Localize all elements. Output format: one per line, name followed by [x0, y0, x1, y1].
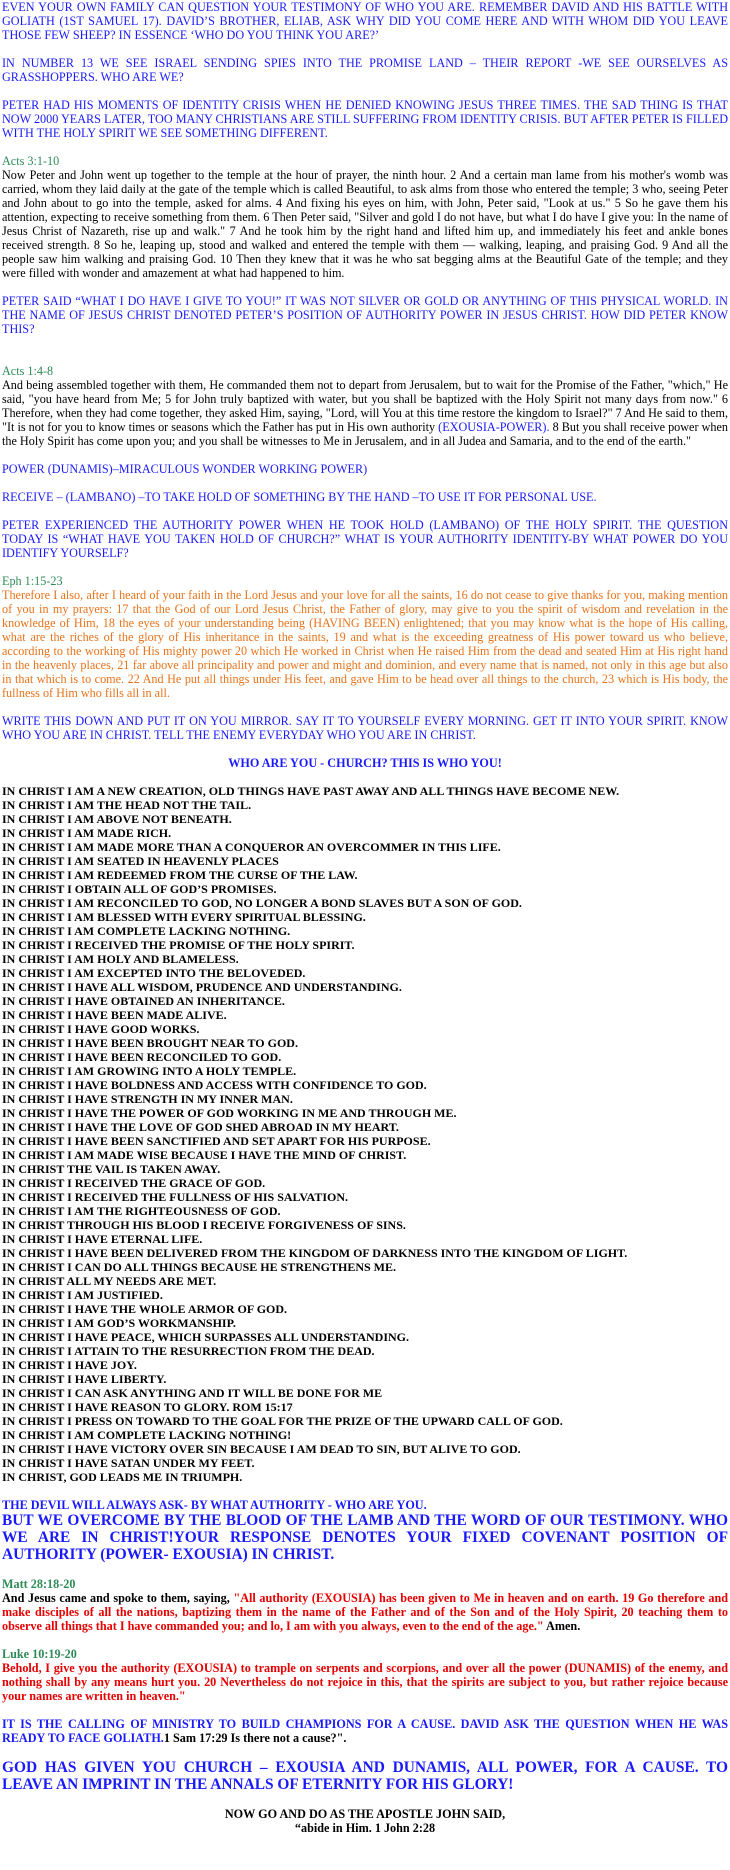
identity-list-item: IN CHRIST I HAVE OBTAINED AN INHERITANCE. [2, 994, 285, 1008]
identity-list [2, 784, 728, 1484]
scripture-ref-matt: Matt 28:18-20 [2, 1577, 76, 1591]
acts1-text-b: 8 But you shall receive power when the Holy Spirit has come upon you; and you shall be witnesses to Me in Jerusalem, and in all Judea and Samaria, and to the end of the earth." [2, 420, 728, 448]
matt-intro: And Jesus came and spoke to them, saying, [2, 1591, 234, 1605]
identity-list-item: IN CHRIST I AM RECONCILED TO GOD, NO LONGER A BOND SLAVES BUT A SON OF GOD. [2, 896, 522, 910]
identity-list-item: IN CHRIST I AM MADE MORE THAN A CONQUEROR AN OVERCOMMER IN THIS LIFE. [2, 840, 501, 854]
identity-list-item: IN CHRIST I AM EXCEPTED INTO THE BELOVEDED. [2, 966, 306, 980]
scripture-ref-acts3: Acts 3:1-10 [2, 154, 60, 168]
identity-list-item: IN CHRIST I HAVE THE POWER OF GOD WORKING IN ME AND THROUGH ME. [2, 1106, 457, 1120]
identity-list-item: IN CHRIST I RECEIVED THE PROMISE OF THE HOLY SPIRIT. [2, 938, 355, 952]
identity-list-item: IN CHRIST I AM A NEW CREATION, OLD THINGS HAVE PAST AWAY AND ALL THINGS HAVE BECOME NEW. [2, 784, 620, 798]
acts1-text-a: And being assembled together with them, He commanded them not to depart from Jerusalem, but to wait for the Promise of the Father, "which," He said, "you have heard from Me; 5 for John truly baptized with water, but you shall be baptized with the Holy Spirit not many days from now." 6 Therefore, when they had come together, they asked Him, saying, "Lord, will You at this time restore the kingdom to Israel?" 7 And He said to them, "It is not for you to know times or seasons which the Father has put in His own authority [2, 378, 728, 434]
scripture-text-acts1 [2, 378, 728, 448]
closing-line-2: “abide in Him. 1 John 2:28 [294, 1821, 436, 1835]
scripture-ref-luke: Luke 10:19-20 [2, 1647, 77, 1661]
identity-list-item: IN CHRIST I HAVE BEEN SANCTIFIED AND SET APART FOR HIS PURPOSE. [2, 1134, 431, 1148]
identity-list-item: IN CHRIST I RECEIVED THE GRACE OF GOD. [2, 1176, 266, 1190]
closing-line-1: NOW GO AND DO AS THE APOSTLE JOHN SAID, [224, 1807, 506, 1821]
paragraph-overcome: BUT WE OVERCOME BY THE BLOOD OF THE LAMB AND THE WORD OF OUR TESTIMONY. WHO WE ARE IN CHRIST!YOUR RESPONSE DENOTES YOUR FIXED COVENANT POSITION OF AUTHORITY (POWER- EXOUSIA) IN CHRIST. [2, 1512, 728, 1563]
identity-list-item: IN CHRIST I AM HOLY AND BLAMELESS. [2, 952, 239, 966]
identity-list-item: IN CHRIST I HAVE BEEN DELIVERED FROM THE KINGDOM OF DARKNESS INTO THE KINGDOM OF LIGHT. [2, 1246, 628, 1260]
identity-list-item: IN CHRIST I HAVE VICTORY OVER SIN BECAUSE I AM DEAD TO SIN, BUT ALIVE TO GOD. [2, 1442, 521, 1456]
identity-list-item: IN CHRIST I HAVE BEEN BROUGHT NEAR TO GOD. [2, 1036, 298, 1050]
identity-list-item: IN CHRIST I HAVE ALL WISDOM, PRUDENCE AND UNDERSTANDING. [2, 980, 402, 994]
paragraph-peter-said: PETER SAID “WHAT I DO HAVE I GIVE TO YOU!” IT WAS NOT SILVER OR GOLD OR ANYTHING OF THIS PHYSICAL WORLD. IN THE NAME OF JESUS CHRIST DENOTED PETER’S POSITION OF AUTHORITY POWER IN JESUS CHRIST. HOW DID PETER KNOW THIS? [2, 294, 728, 336]
identity-list-item: IN CHRIST I HAVE ETERNAL LIFE. [2, 1232, 203, 1246]
identity-list-item: IN CHRIST THROUGH HIS BLOOD I RECEIVE FORGIVENESS OF SINS. [2, 1218, 406, 1232]
identity-list-item: IN CHRIST I HAVE SATAN UNDER MY FEET. [2, 1456, 255, 1470]
identity-list-item: IN CHRIST I RECEIVED THE FULLNESS OF HIS SALVATION. [2, 1190, 349, 1204]
matt-quote: "All authority (EXOUSIA) has been given to Me in heaven and on earth. 19 Go therefore and make disciples of all the nations, baptizing them in the name of the Father and of the Son and of the Holy Spirit, 20 teaching them to observe all things that I have commanded you; and lo, I am with you always, even to the end of the age." [2, 1591, 728, 1633]
identity-list-item: IN CHRIST I AM COMPLETE LACKING NOTHING! [2, 1428, 292, 1442]
matt-amen: Amen. [543, 1619, 581, 1633]
identity-list-item: IN CHRIST I AM REDEEMED FROM THE CURSE OF THE LAW. [2, 868, 358, 882]
identity-list-item: IN CHRIST I HAVE REASON TO GLORY. ROM 15:17 [2, 1400, 293, 1414]
identity-list-item: IN CHRIST, GOD LEADS ME IN TRIUMPH. [2, 1470, 243, 1484]
scripture-text-acts3: Now Peter and John went up together to the temple at the hour of prayer, the ninth hour. 2 And a certain man lame from his mother's womb was carried, whom they laid daily at the gate of the temple which is called Beautiful, to ask alms from those who entered the temple; 3 who, seeing Peter and John about to go into the temple, asked for alms. 4 And fixing his eyes on him, with John, Peter said, "Look at us." 5 So he gave them his attention, expecting to receive something from them. 6 Then Peter said, "Silver and gold I do not have, but what I do have I give you: In the name of Jesus Christ of Nazareth, rise up and walk." 7 And he took him by the right hand and lifted him up, and immediately his feet and ankle bones received strength. 8 So he, leaping up, stood and walked and entered the temple with them — walking, leaping, and praising God. 9 And all the people saw him walking and praising God. 10 Then they knew that it was he who sat begging alms at the Beautiful Gate of the temple; and they were filled with wonder and amazement at what had happened to him. [2, 168, 728, 280]
paragraph-calling [2, 1717, 728, 1745]
definition-lambano: RECEIVE – (LAMBANO) –TO TAKE HOLD OF SOMETHING BY THE HAND –TO USE IT FOR PERSONAL USE. [2, 490, 597, 504]
identity-list-item: IN CHRIST I AM THE HEAD NOT THE TAIL. [2, 798, 252, 812]
identity-list-item: IN CHRIST I AM BLESSED WITH EVERY SPIRITUAL BLESSING. [2, 910, 366, 924]
identity-list-item: IN CHRIST I AM GROWING INTO A HOLY TEMPLE. [2, 1064, 297, 1078]
identity-list-item: IN CHRIST I OBTAIN ALL OF GOD’S PROMISES. [2, 882, 277, 896]
definition-dunamis: POWER (DUNAMIS)–MIRACULOUS WONDER WORKING POWER) [2, 462, 368, 476]
calling-ref: 1 Sam 17:29 Is there not a cause?". [163, 1731, 347, 1745]
paragraph-peter-identity: PETER HAD HIS MOMENTS OF IDENTITY CRISIS WHEN HE DENIED KNOWING JESUS THREE TIMES. THE SAD THING IS THAT NOW 2000 YEARS LATER, TOO MANY CHRISTIANS ARE STILL SUFFERING FROM IDENTITY CRISIS. BUT AFTER PETER IS FILLED WITH THE HOLY SPIRIT WE SEE SOMETHING DIFFERENT. [2, 98, 728, 140]
identity-list-item: IN CHRIST I HAVE STRENGTH IN MY INNER MAN. [2, 1092, 293, 1106]
scripture-text-luke: Behold, I give you the authority (EXOUSIA) to trample on serpents and scorpions, and over all the power (DUNAMIS) of the enemy, and nothing shall by any means hurt you. 20 Nevertheless do not rejoice in this, that the spirits are subject to you, but rather rejoice because your names are written in heaven." [2, 1661, 728, 1703]
identity-list-item: IN CHRIST I HAVE GOOD WORKS. [2, 1022, 200, 1036]
identity-list-item: IN CHRIST I AM GOD’S WORKMANSHIP. [2, 1316, 236, 1330]
identity-list-item: IN CHRIST I CAN ASK ANYTHING AND IT WILL BE DONE FOR ME [2, 1386, 383, 1400]
identity-list-item: IN CHRIST I AM JUSTIFIED. [2, 1288, 163, 1302]
paragraph-spies: IN NUMBER 13 WE SEE ISRAEL SENDING SPIES INTO THE PROMISE LAND – THEIR REPORT -WE SEE OURSELVES AS GRASSHOPPERS. WHO ARE WE? [2, 56, 728, 84]
identity-list-item: IN CHRIST I AM MADE RICH. [2, 826, 172, 840]
identity-list-item: IN CHRIST I AM ABOVE NOT BENEATH. [2, 812, 232, 826]
identity-list-item: IN CHRIST I CAN DO ALL THINGS BECAUSE HE STRENGTHENS ME. [2, 1260, 396, 1274]
paragraph-authority-question: PETER EXPERIENCED THE AUTHORITY POWER WHEN HE TOOK HOLD (LAMBANO) OF THE HOLY SPIRIT. THE QUESTION TODAY IS “WHAT HAVE YOU TAKEN HOLD OF CHURCH?” WHAT IS YOUR AUTHORITY IDENTITY-BY WHAT POWER DO YOU IDENTIFY YOURSELF? [2, 518, 728, 560]
identity-list-item: IN CHRIST I HAVE JOY. [2, 1358, 137, 1372]
scripture-text-eph: Therefore I also, after I heard of your faith in the Lord Jesus and your love for all the saints, 16 do not cease to give thanks for you, making mention of you in my prayers: 17 that the God of our Lord Jesus Christ, the Father of glory, may give to you the spirit of wisdom and revelation in the knowledge of Him, 18 the eyes of your understanding being (HAVING BEEN) enlightened; that you may know what is the hope of His calling, what are the riches of the glory of His inheritance in the saints, 19 and what is the exceeding greatness of His power toward us who believe, according to the working of His mighty power 20 which He worked in Christ when He raised Him from the dead and seated Him at His right hand in the heavenly places, 21 far above all principality and power and might and dominion, and every name that is named, not only in this age but also in that which is to come. 22 And He put all things under His feet, and gave Him to be head over all things to the church, 23 which is His body, the fullness of Him who fills all in all. [2, 588, 728, 700]
paragraph-family-question: EVEN YOUR OWN FAMILY CAN QUESTION YOUR TESTIMONY OF WHO YOU ARE. REMEMBER DAVID AND HIS BATTLE WITH GOLIATH (1ST SAMUEL 17). DAVID’S BROTHER, ELIAB, ASK WHY DID YOU COME HERE AND WITH WHOM DID YOU LEAVE THOSE FEW SHEEP? IN ESSENCE ‘WHO DO YOU THINK YOU ARE?’ [2, 0, 728, 42]
identity-list-item: IN CHRIST I AM MADE WISE BECAUSE I HAVE THE MIND OF CHRIST. [2, 1148, 407, 1162]
identity-list-item: IN CHRIST I HAVE THE LOVE OF GOD SHED ABROAD IN MY HEART. [2, 1120, 399, 1134]
scripture-ref-acts1: Acts 1:4-8 [2, 364, 54, 378]
paragraph-devil-asks: THE DEVIL WILL ALWAYS ASK- BY WHAT AUTHORITY - WHO ARE YOU. [2, 1498, 427, 1512]
identity-list-item: IN CHRIST I HAVE LIBERTY. [2, 1372, 167, 1386]
identity-list-item: IN CHRIST I HAVE THE WHOLE ARMOR OF GOD. [2, 1302, 288, 1316]
paragraph-write-it-down: WRITE THIS DOWN AND PUT IT ON YOU MIRROR. SAY IT TO YOURSELF EVERY MORNING. GET IT INTO YOUR SPIRIT. KNOW WHO YOU ARE IN CHRIST. TELL THE ENEMY EVERYDAY WHO YOU ARE IN CHRIST. [2, 714, 728, 742]
identity-list-item: IN CHRIST I AM THE RIGHTEOUSNESS OF GOD. [2, 1204, 281, 1218]
identity-list-item: IN CHRIST I HAVE BEEN RECONCILED TO GOD. [2, 1050, 282, 1064]
identity-list-item: IN CHRIST I PRESS ON TOWARD TO THE GOAL FOR THE PRIZE OF THE UPWARD CALL OF GOD. [2, 1414, 563, 1428]
identity-list-item: IN CHRIST I AM SEATED IN HEAVENLY PLACES [2, 854, 279, 868]
identity-list-item: IN CHRIST I HAVE PEACE, WHICH SURPASSES ALL UNDERSTANDING. [2, 1330, 409, 1344]
scripture-text-matt [2, 1591, 728, 1633]
identity-list-item: IN CHRIST I HAVE BOLDNESS AND ACCESS WITH CONFIDENCE TO GOD. [2, 1078, 427, 1092]
list-heading: WHO ARE YOU - CHURCH? THIS IS WHO YOU! [228, 756, 502, 770]
identity-list-item: IN CHRIST THE VAIL IS TAKEN AWAY. [2, 1162, 221, 1176]
calling-text: IT IS THE CALLING OF MINISTRY TO BUILD CHAMPIONS FOR A CAUSE. DAVID ASK THE QUESTION WHEN HE WAS READY TO FACE GOLIATH. [2, 1717, 728, 1745]
identity-list-item: IN CHRIST I AM COMPLETE LACKING NOTHING. [2, 924, 291, 938]
identity-list-item: IN CHRIST I HAVE BEEN MADE ALIVE. [2, 1008, 227, 1022]
acts1-exousia: (EXOUSIA-POWER). [438, 420, 550, 434]
scripture-ref-eph: Eph 1:15-23 [2, 574, 63, 588]
identity-list-item: IN CHRIST I ATTAIN TO THE RESURRECTION FROM THE DEAD. [2, 1344, 375, 1358]
identity-list-item: IN CHRIST ALL MY NEEDS ARE MET. [2, 1274, 217, 1288]
paragraph-god-has-given: GOD HAS GIVEN YOU CHURCH – EXOUSIA AND DUNAMIS, ALL POWER, FOR A CAUSE. TO LEAVE AN IMPRINT IN THE ANNALS OF ETERNITY FOR HIS GLORY! [2, 1759, 728, 1793]
